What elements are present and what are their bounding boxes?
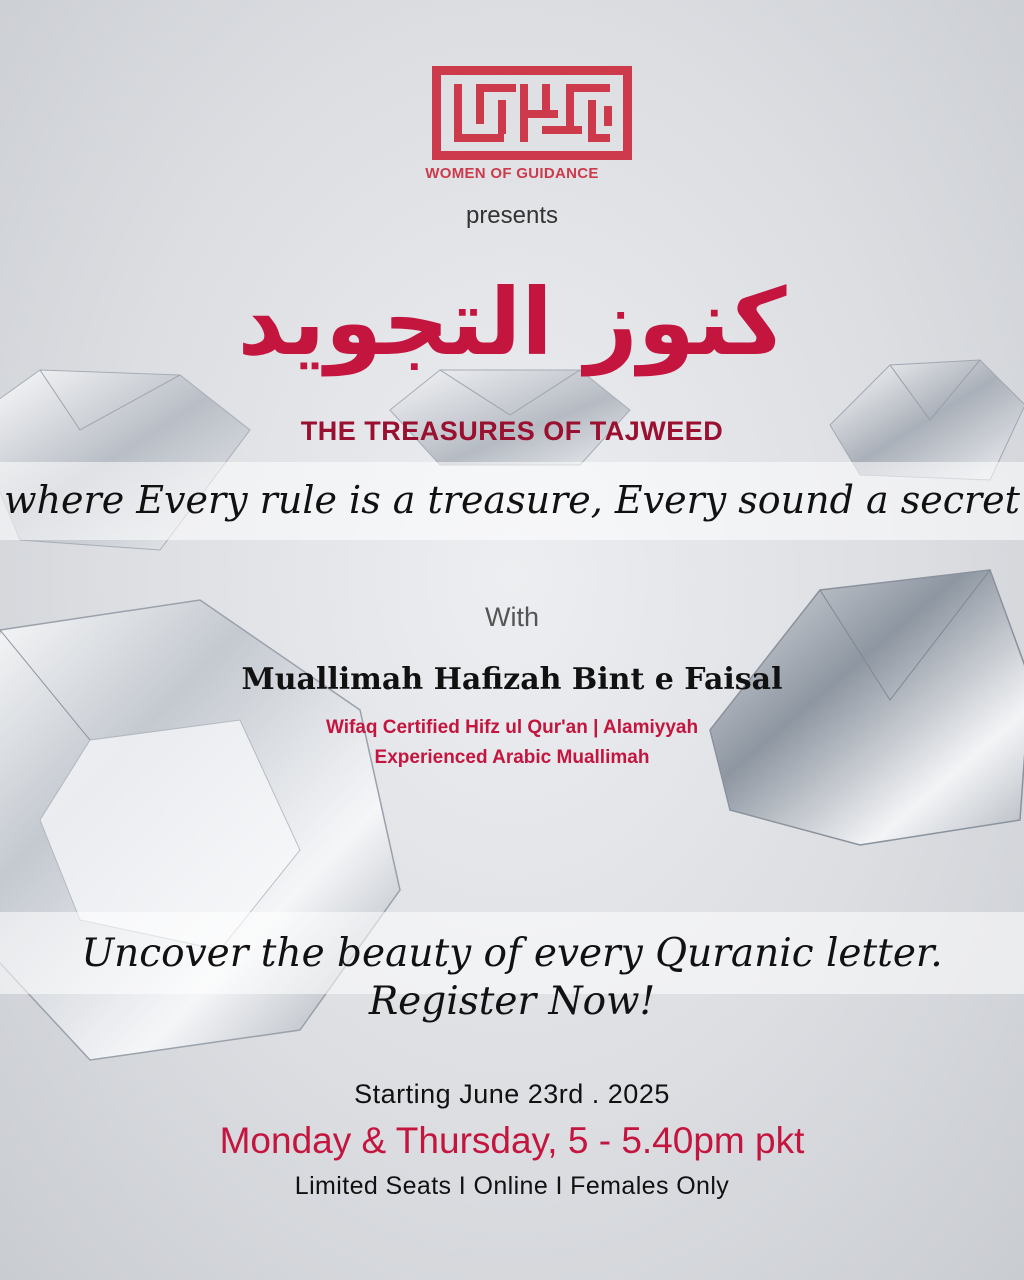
credential-line-1: Wifaq Certified Hifz ul Qur'an | Alamiyyah: [325, 717, 699, 738]
arabic-title: كنوز التجويد: [237, 269, 787, 376]
days-time: Monday & Thursday, 5 - 5.40pm pkt: [219, 1120, 805, 1161]
org-name: WOMEN OF GUIDANCE: [425, 165, 599, 182]
credential-line-2: Experienced Arabic Muallimah: [374, 747, 650, 768]
logo: [432, 66, 632, 160]
start-date: Starting June 23rd . 2025: [354, 1079, 670, 1109]
english-title: THE TREASURES OF TAJWEED: [300, 416, 724, 446]
session-details: Limited Seats I Online I Females Only: [294, 1172, 730, 1200]
cta-text: Uncover the beauty of every Quranic letter. Register Now!: [81, 931, 943, 1024]
presents-text: presents: [465, 202, 559, 229]
with-label: With: [485, 602, 539, 632]
instructor-name: Muallimah Hafizah Bint e Faisal: [241, 662, 783, 697]
tagline: where Every rule is a treasure, Every sound a secret: [4, 478, 1020, 522]
